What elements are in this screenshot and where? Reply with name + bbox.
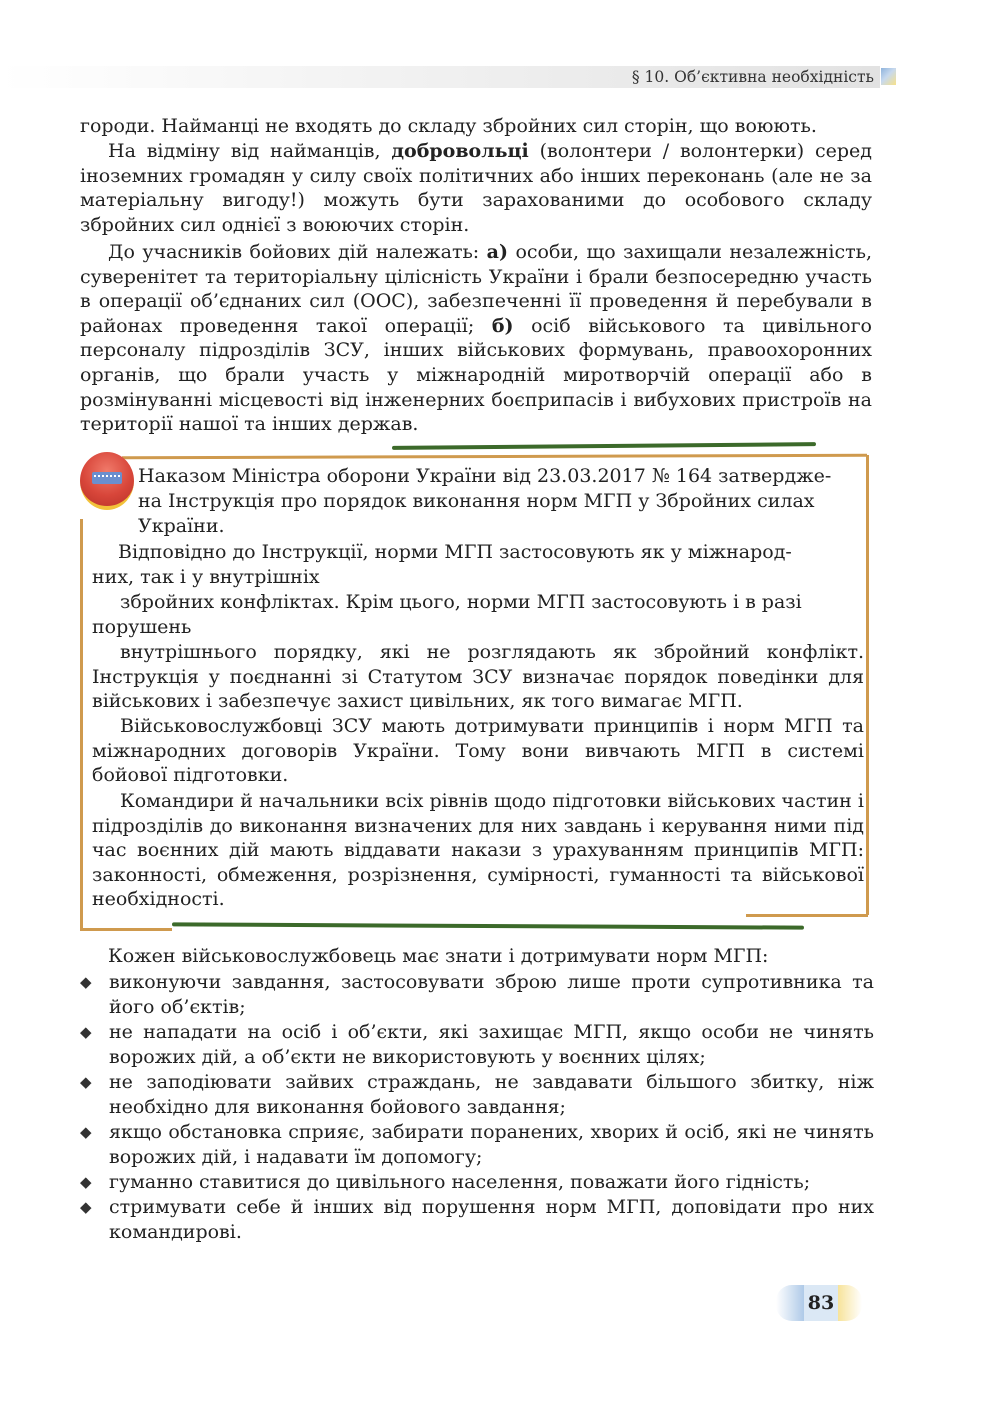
bullet-item: ◆ гуманно ставитися до цивільного населення, поважати його гідність; [80,1171,811,1193]
box-para2-line-3: збройних конфліктах. Крім цього, норми МГП застосовують і в разі [120,591,802,613]
green-rule-top [392,442,816,450]
box-line-3: України. [138,515,225,537]
page-number-tab [776,1285,862,1321]
diamond-bullet-icon: ◆ [80,1023,92,1041]
bullet-item: ◆ виконуючи завдання, застосовувати зброю лише проти супротивника та його об’єктів; [80,971,874,1018]
box-para4: Командири й начальники всіх рівнів щодо підготовки військових частин і підрозділів до виконання визначених для них завдань і керування ними під час воєнних дій мають віддавати накази з урахуванням принципів МГП: законності, обмеження, розрізнення, сумірності, гуманності та військової необхідності. [92,790,864,911]
bullet-item: ◆ стримувати себе й інших від порушення норм МГП, доповідати про них командирові. [80,1196,874,1243]
green-rule-bottom [172,922,804,929]
diamond-bullet-icon: ◆ [80,1073,92,1091]
bottom-intro: Кожен військовослужбовець має знати і дотримувати норм МГП: [108,945,769,967]
diamond-bullet-icon: ◆ [80,973,92,991]
diamond-bullet-icon: ◆ [80,1198,92,1216]
paragraph-continuation: городи. Найманці не входять до складу збройних сил сторін, що воюють. [80,115,817,137]
page-number: 83 [807,1292,835,1314]
frame-line-top [122,454,867,460]
diamond-bullet-icon: ◆ [80,1173,92,1191]
paragraph-volunteers: На відміну від найманців, добровольці (волонтери / волонтерки) серед іноземних громадян у силу своїх політичних або інших переконань (але не за матеріальну вигоду!) можуть бути зарахованими до особового складу збройних сил однієї з воюючих сторін. [80,140,872,236]
bullet-item: ◆ не нападати на осіб і об’єкти, які захищає МГП, якщо особи не чинять ворожих дій, а об’єкти не використовують у воєнних цілях; [80,1021,874,1068]
box-para2-rest: внутрішнього порядку, які не розглядають як збройний конфлікт. Інструкція у поєднанні зі Статутом ЗСУ визначає порядок поведінки для військових і забезпечує захист цивільних, як того вимагає МГП. [92,641,864,713]
bullet-item: ◆ не заподіювати зайвих страждань, не завдавати більшого збитку, ніж необхідно для виконання бойового завдання; [80,1071,874,1118]
frame-line-right [866,455,869,915]
diamond-bullet-icon: ◆ [80,1123,92,1141]
frame-line-bottom-left [80,928,172,931]
box-para2-line-1: Відповідно до Інструкції, норми МГП застосовують як у міжнарод- [118,541,792,563]
paragraph-combatants: До учасників бойових дій належать: а) особи, що захищали незалежність, суверенітет та територіальну цілісність України і брали безпосередню участь в операції об’єднаних сил (ООС), забезпеченні її проведення й перебували в районах проведення такої операції; б) осіб військового та цивільного персоналу підрозділів ЗСУ, інших військових формувань, правоохоронних органів, що брали участь у міжнародній миротворчій операції або в розмінуванні місцевості від інженерних боєприпасів і вибухових пристроїв на території нашої та інших держав. [80,241,872,436]
box-para2-line-2: них, так і у внутрішніх [92,566,320,588]
running-header: § 10. Об’єктивна необхідність [631,68,874,86]
box-para2-line-4: порушень [92,616,192,638]
box-para3: Військовослужбовці ЗСУ мають дотримувати принципів і норм МГП та міжнародних договорів України. Тому вони вивчають МГП в системі бойової підготовки. [92,715,864,787]
term-volunteers: добровольці [391,140,529,162]
frame-line-bottom-right [746,914,868,917]
bullet-item: ◆ якщо обстановка сприяє, забирати поранених, хворих й осіб, які не чинять ворожих дій, і надавати їм допомогу; [80,1121,874,1168]
box-line-1: Наказом Міністра оборони України від 23.03.2017 № 164 затвердже- [138,465,832,487]
frame-line-left [80,519,83,929]
badge-dots [94,475,120,481]
header-corner-mark [881,68,896,85]
www-badge-icon [80,452,134,510]
box-line-2: на Інструкція про порядок виконання норм МГП у Збройних силах [138,490,815,512]
